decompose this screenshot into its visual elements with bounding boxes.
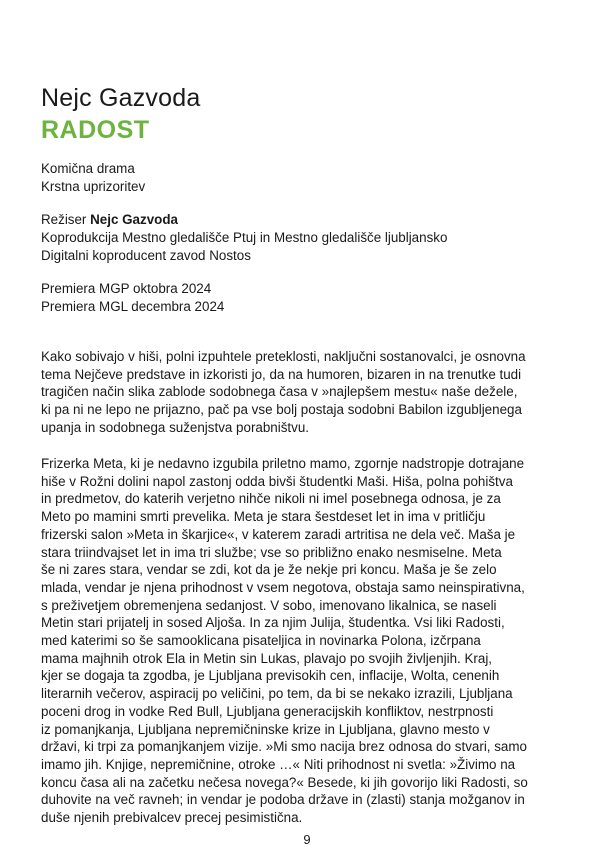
paragraph-line: literarnih večerov, aspiracij po veličini, po tem, da bi se nekako izrazili, Ljubljana [41, 686, 513, 702]
paragraph-line: med katerimi so še samooklicana pisateljica in novinarka Polona, izčrpana [41, 633, 481, 649]
paragraph-line: mlada, vendar je njena prihodnost v vsem negotova, obstaja samo neinspirativna, [41, 579, 525, 595]
paragraph-line: stara triindvajset let in ima tri službe; vse so približno enako nesmiselne. Meta [41, 544, 502, 560]
genre-block [41, 160, 145, 196]
paragraph-line: duhovite na več ravneh; in vendar je podoba države in (zlasti) stanja možganov in [41, 792, 525, 808]
paragraph-line: tragičen način slika zablode sodobnega časa v »najlepšem mestu« naše deželе, [41, 384, 518, 400]
paragraph-line: Frizerka Meta, ki je nedavno izgubila priletno mamo, zgornje nadstropje dotrajane [41, 456, 525, 471]
paragraph-line: frizerski salon »Meta in škarjice«, v katerem zaradi artritisa ne dela več. Maša je [41, 526, 516, 542]
paragraph-line: s preživetjem obremenjena sedanjost. V sobo, imenovano likalnica, se naseli [41, 597, 497, 613]
paragraph-line: upanja in sodobnega suženjstva porabništvu. [41, 419, 310, 435]
genre-line: Komična drama [41, 161, 135, 176]
paragraph-line: koncu časa ali na začetku nečesa novega?« Besede, ki jih govorijo liki Radosti, so [41, 774, 528, 790]
credits-block [41, 211, 447, 265]
paragraph-line: državi, ki trpi za pomanjkanjem vizije. »Mi smo nacija brez odnosa do stvari, samo [41, 739, 527, 755]
paragraph-synopsis [41, 455, 577, 827]
director-label: Režiser [41, 212, 87, 227]
coproduction-line: Koprodukcija Mestno gledališče Ptuj in Mestno gledališče ljubljansko [41, 230, 448, 245]
paragraph-line: ki pa ni ne lepo ne prijazno, pač pa vse bolj postaja sodobni Babilon izgubljenega [41, 402, 522, 418]
paragraph-line: še ni zares stara, vendar se zdi, kot da je že nekje pri koncu. Maša je še zelo [41, 562, 497, 578]
digital-coproducer-line: Digitalni koproducent zavod Nostos [41, 248, 251, 263]
paragraph-line: Meto po mamini smrti prevelika. Meta je stara šestdeset let in ima v pritličju [41, 509, 486, 525]
premieres-block [41, 280, 224, 316]
paragraph-line: poceni drog in vodke Red Bull, Ljubljana generacijskih konfliktov, nestrpnosti [41, 703, 494, 719]
paragraph-line: kjer se dogaja ta zgodba, je Ljubljana previsokih cen, inflacije, Wolta, cenenih [41, 668, 500, 684]
play-title: RADOST [41, 116, 150, 144]
paragraph-line: Kako sobivajo v hiši, polni izpuhtele preteklosti, naključni sostanovalci, je osnovna [41, 349, 526, 364]
paragraph-line: Metin stari prijatelj in sosed Aljoša. In za njim Julija, študentka. Vsi liki Radosti, [41, 615, 505, 631]
paragraph-line: hiše v Rožni dolini napol zastonj odda bivši študentki Maši. Hiša, polna pohištva [41, 473, 513, 489]
director-line [41, 211, 447, 229]
premiere-line: Premiera MGL decembra 2024 [41, 299, 225, 314]
paragraph-line: tema Nejčeve predstave in izkoristi jo, da na humoren, bizaren in na trenutke tudi [41, 366, 522, 382]
paragraph-line: in predmetov, do katerih verjetno nihče nikoli ni imel posebnega odnosa, je za [41, 491, 501, 507]
author-name: Nejc Gazvoda [41, 84, 201, 112]
page-number: 9 [303, 832, 311, 847]
genre-line: Krstna uprizoritev [41, 179, 146, 194]
premiere-line: Premiera MGP oktobra 2024 [41, 281, 212, 296]
paragraph-line: duše njenih prebivalcev precej pesimistična. [41, 810, 303, 826]
paragraph-intro [41, 348, 577, 437]
paragraph-line: iz pomanjkanja, Ljubljana nepremičninske krize in Ljubljana, glavno mesto v [41, 721, 490, 737]
paragraph-line: imamo jih. Knjige, nepremičnine, otroke …« Niti prihodnost ni svetla: »Živimo na [41, 756, 516, 772]
director-name: Nejc Gazvoda [90, 212, 178, 227]
paragraph-line: mama majhnih otrok Ela in Metin sin Lukas, plavajo po svojih življenjih. Kraj, [41, 650, 493, 666]
